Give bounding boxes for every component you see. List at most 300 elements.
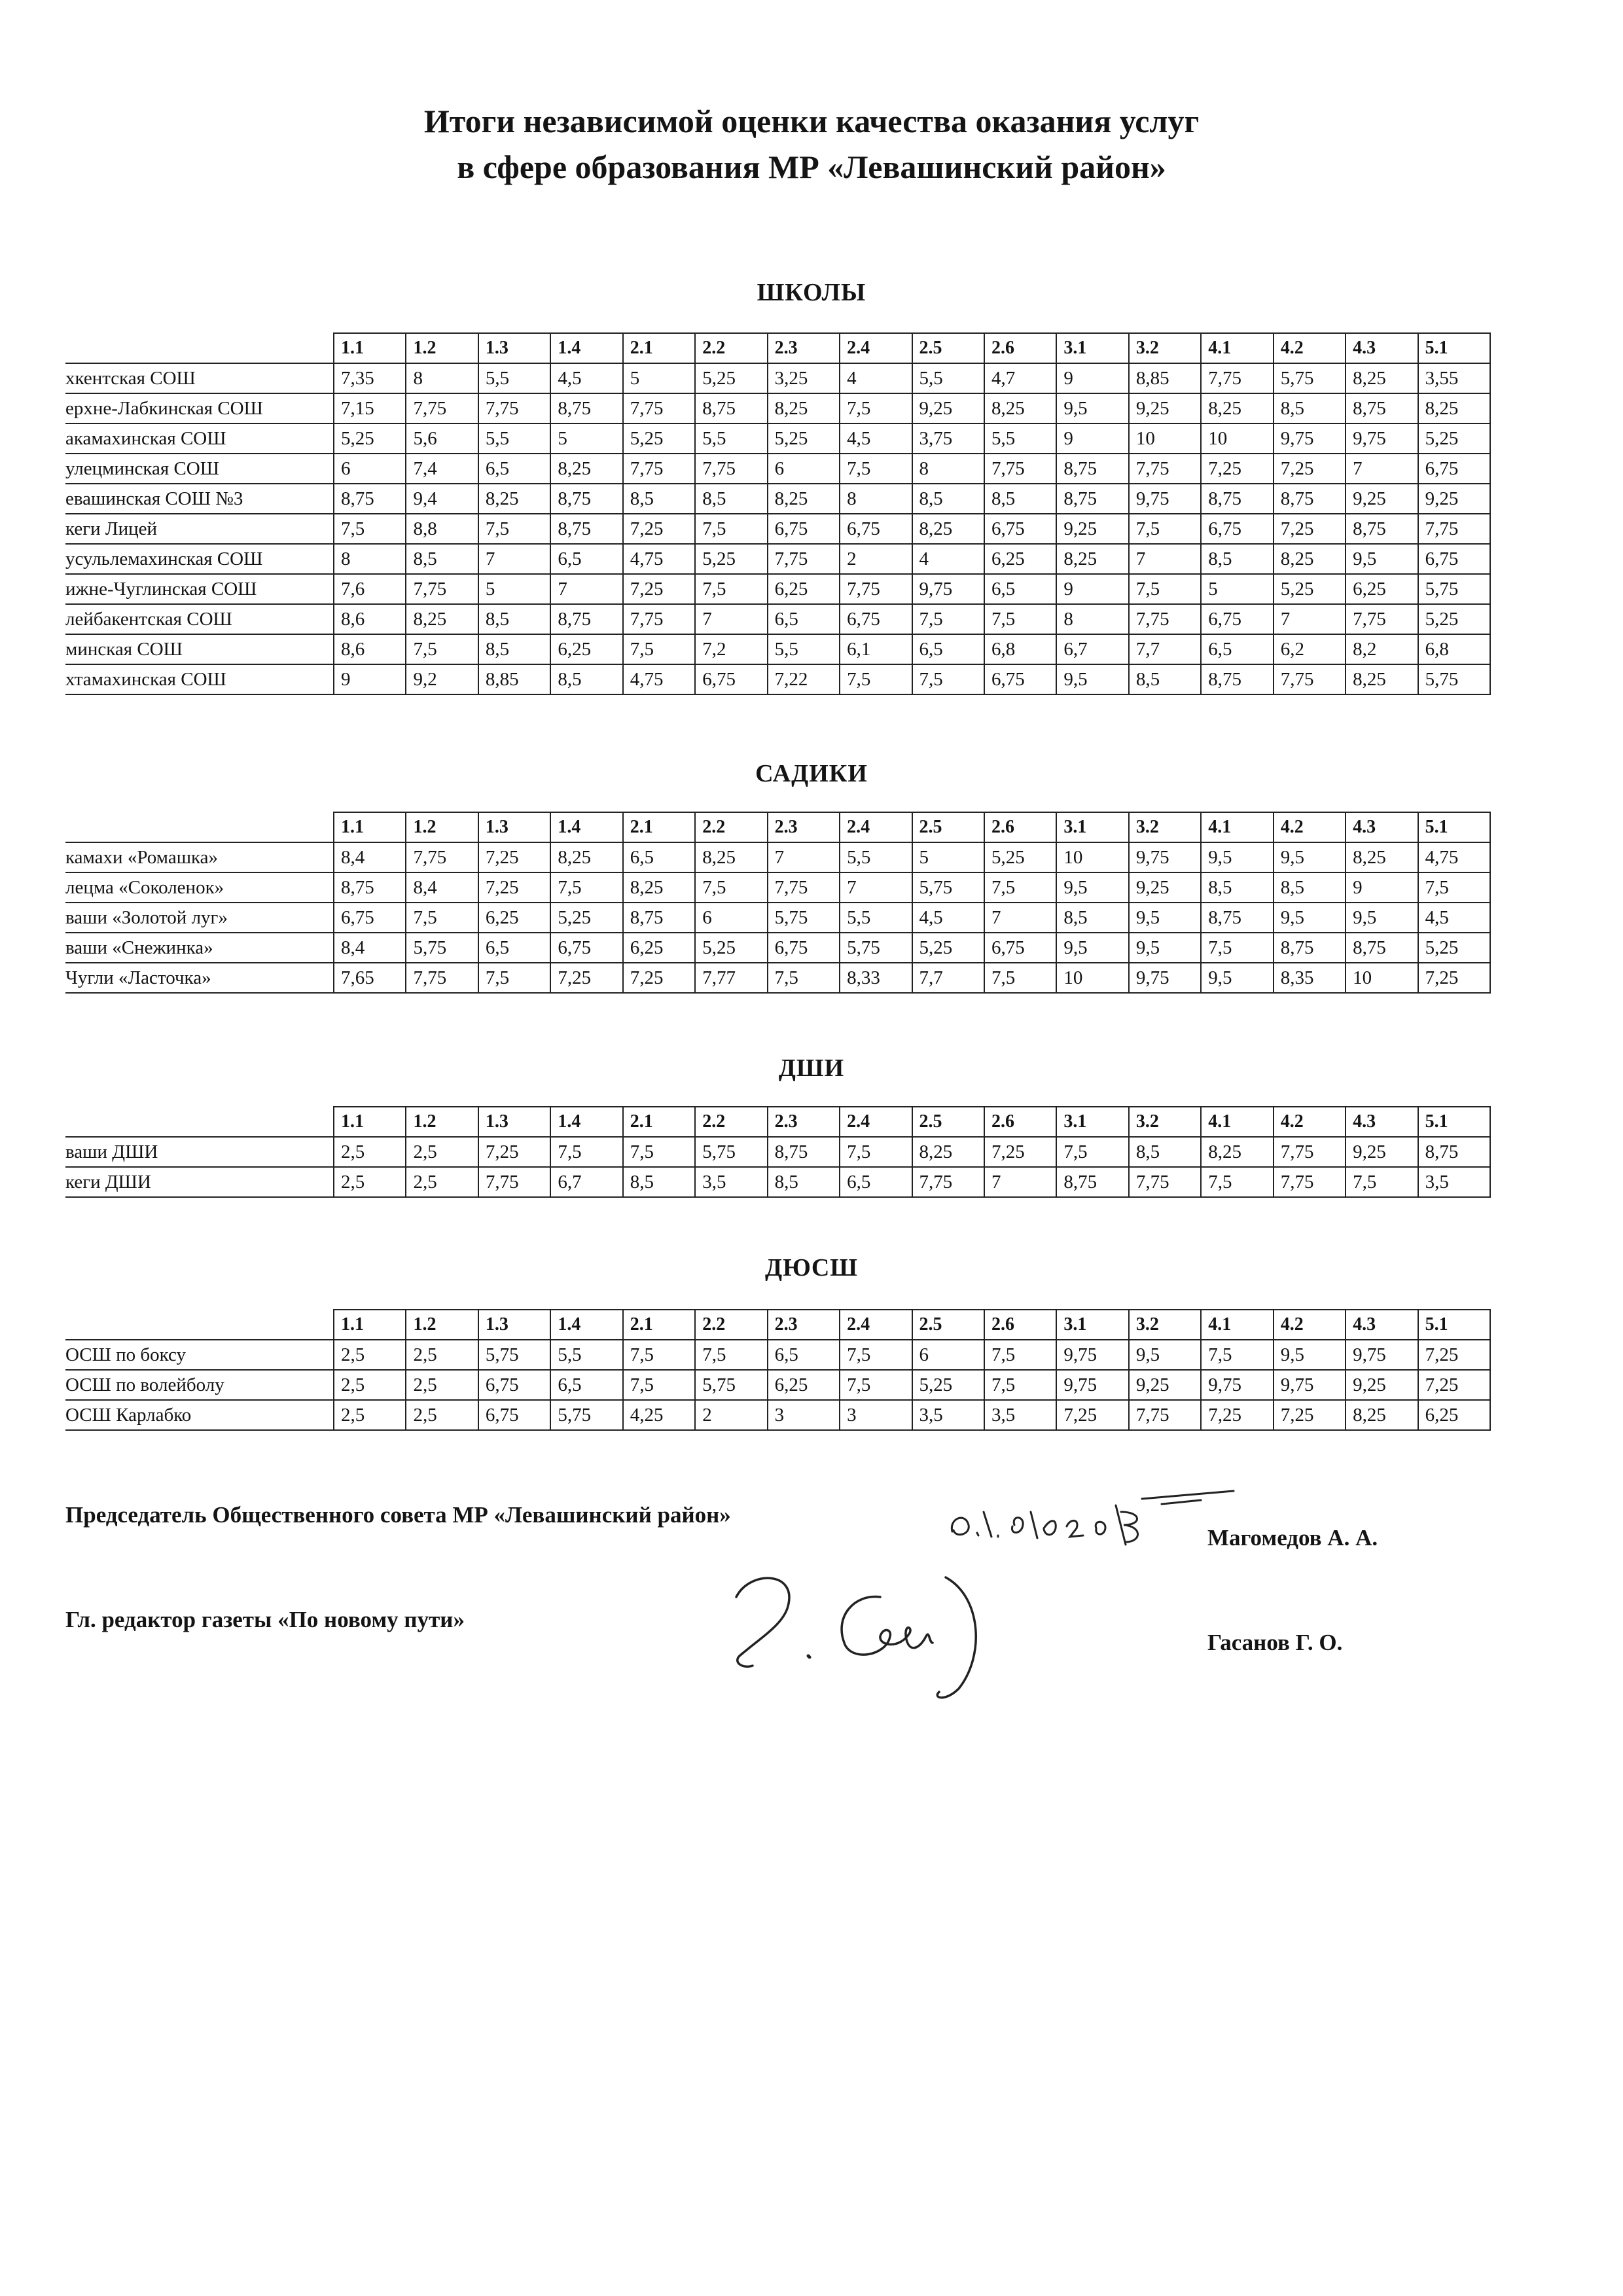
score-cell: 7,25	[478, 872, 550, 903]
score-cell: 6,8	[1418, 634, 1490, 664]
score-cell: 4,5	[840, 423, 912, 454]
score-cell: 2,5	[334, 1340, 406, 1370]
score-cell: 7,5	[695, 574, 767, 604]
table-corner-cell	[65, 1310, 334, 1340]
institution-name: хкентская СОШ	[65, 363, 334, 393]
score-cell: 7,75	[406, 842, 478, 872]
score-cell: 6	[695, 903, 767, 933]
score-cell: 5,25	[550, 903, 622, 933]
table-row	[65, 604, 1490, 634]
score-cell: 6,75	[550, 933, 622, 963]
score-cell: 7,5	[406, 634, 478, 664]
score-cell: 6,75	[984, 933, 1056, 963]
score-cell: 3,5	[695, 1167, 767, 1197]
column-header: 1.4	[550, 812, 622, 842]
column-header: 2.3	[768, 1107, 840, 1137]
score-cell: 7	[1274, 604, 1346, 634]
score-cell: 10	[1056, 963, 1128, 993]
score-cell: 7	[768, 842, 840, 872]
score-cell: 9,25	[1056, 514, 1128, 544]
score-cell: 8,5	[478, 634, 550, 664]
score-cell: 8	[1056, 604, 1128, 634]
institution-name: усульлемахинская СОШ	[65, 544, 334, 574]
column-header: 1.4	[550, 333, 622, 363]
score-cell: 9,75	[1056, 1370, 1128, 1400]
score-cell: 8,75	[768, 1137, 840, 1167]
table-row	[65, 842, 1490, 872]
column-header: 5.1	[1418, 1107, 1490, 1137]
kindergartens-table	[65, 812, 1491, 994]
score-cell: 6,25	[623, 933, 695, 963]
column-header: 1.2	[406, 333, 478, 363]
score-cell: 2,5	[406, 1370, 478, 1400]
score-cell: 7,5	[695, 1340, 767, 1370]
score-cell: 7,25	[1056, 1400, 1128, 1430]
score-cell: 2,5	[334, 1137, 406, 1167]
score-cell: 4,75	[623, 664, 695, 694]
score-cell: 6,1	[840, 634, 912, 664]
score-cell: 8,75	[1346, 514, 1418, 544]
institution-name: камахи «Ромашка»	[65, 842, 334, 872]
score-cell: 5,75	[1418, 664, 1490, 694]
score-cell: 7,5	[912, 664, 984, 694]
score-cell: 4	[912, 544, 984, 574]
score-cell: 6	[334, 454, 406, 484]
score-cell: 5,75	[406, 933, 478, 963]
score-cell: 7,25	[1274, 454, 1346, 484]
score-cell: 8,75	[1346, 933, 1418, 963]
score-cell: 7,5	[840, 1370, 912, 1400]
column-header: 1.1	[334, 333, 406, 363]
score-cell: 7	[478, 544, 550, 574]
score-cell: 7,5	[984, 1340, 1056, 1370]
score-cell: 8,75	[1346, 393, 1418, 423]
score-cell: 6,75	[478, 1370, 550, 1400]
score-cell: 7,75	[623, 393, 695, 423]
score-cell: 9,25	[1346, 1137, 1418, 1167]
score-cell: 8,25	[623, 872, 695, 903]
score-cell: 9,5	[1201, 842, 1273, 872]
score-cell: 3,5	[912, 1400, 984, 1430]
table-row	[65, 963, 1490, 993]
score-cell: 6,5	[1201, 634, 1273, 664]
score-cell: 8,25	[768, 393, 840, 423]
score-cell: 5,75	[695, 1370, 767, 1400]
column-header: 4.3	[1346, 812, 1418, 842]
score-cell: 7,25	[1418, 1370, 1490, 1400]
column-header: 4.3	[1346, 333, 1418, 363]
score-cell: 9,25	[1129, 393, 1201, 423]
score-cell: 8,25	[768, 484, 840, 514]
column-header: 3.2	[1129, 812, 1201, 842]
score-cell: 9,25	[1418, 484, 1490, 514]
column-header: 4.2	[1274, 812, 1346, 842]
score-cell: 6,75	[695, 664, 767, 694]
score-cell: 7,75	[623, 604, 695, 634]
score-cell: 8,4	[334, 933, 406, 963]
score-cell: 8	[334, 544, 406, 574]
score-cell: 7,5	[1418, 872, 1490, 903]
score-cell: 7,75	[768, 872, 840, 903]
column-header: 2.2	[695, 333, 767, 363]
column-header: 1.2	[406, 1107, 478, 1137]
score-cell: 8,75	[1274, 933, 1346, 963]
score-cell: 7,25	[1274, 514, 1346, 544]
score-cell: 6,2	[1274, 634, 1346, 664]
score-cell: 2	[840, 544, 912, 574]
score-cell: 3,5	[1418, 1167, 1490, 1197]
score-cell: 3,55	[1418, 363, 1490, 393]
score-cell: 2,5	[334, 1370, 406, 1400]
score-cell: 8,25	[406, 604, 478, 634]
score-cell: 5,5	[984, 423, 1056, 454]
table-header-row	[65, 333, 1490, 363]
table-row	[65, 933, 1490, 963]
score-cell: 9,5	[1201, 963, 1273, 993]
score-cell: 6,75	[1201, 514, 1273, 544]
table-corner-cell	[65, 333, 334, 363]
score-cell: 7	[840, 872, 912, 903]
column-header: 1.2	[406, 812, 478, 842]
score-cell: 5,75	[478, 1340, 550, 1370]
score-cell: 7,5	[623, 1137, 695, 1167]
score-cell: 7,75	[768, 544, 840, 574]
score-cell: 7,5	[550, 1137, 622, 1167]
column-header: 1.1	[334, 812, 406, 842]
score-cell: 5,25	[1418, 604, 1490, 634]
column-header: 2.6	[984, 812, 1056, 842]
score-cell: 7,75	[1418, 514, 1490, 544]
score-cell: 8,5	[912, 484, 984, 514]
table-row	[65, 484, 1490, 514]
table-row	[65, 1167, 1490, 1197]
score-cell: 9,75	[1201, 1370, 1273, 1400]
score-cell: 8,5	[1201, 872, 1273, 903]
score-cell: 7,75	[1274, 664, 1346, 694]
column-header: 2.6	[984, 1107, 1056, 1137]
score-cell: 8,6	[334, 604, 406, 634]
table-header-row	[65, 812, 1490, 842]
score-cell: 7,75	[1274, 1167, 1346, 1197]
column-header: 2.1	[623, 1310, 695, 1340]
institution-name: хтамахинская СОШ	[65, 664, 334, 694]
score-cell: 8,25	[912, 1137, 984, 1167]
score-cell: 8,6	[334, 634, 406, 664]
score-cell: 5,25	[695, 933, 767, 963]
score-cell: 8,75	[1056, 454, 1128, 484]
score-cell: 7,5	[1346, 1167, 1418, 1197]
chairman-role: Председатель Общественного совета МР «Левашинский район»	[65, 1502, 731, 1528]
document-title	[0, 98, 1623, 190]
score-cell: 8,5	[623, 484, 695, 514]
score-cell: 7,75	[1129, 604, 1201, 634]
score-cell: 8,5	[550, 664, 622, 694]
institution-name: евашинская СОШ №3	[65, 484, 334, 514]
score-cell: 7,7	[1129, 634, 1201, 664]
column-header: 2.5	[912, 1310, 984, 1340]
table-corner-cell	[65, 812, 334, 842]
table-header-row	[65, 1310, 1490, 1340]
score-cell: 7,75	[984, 454, 1056, 484]
score-cell: 9,5	[1346, 544, 1418, 574]
score-cell: 9	[1056, 574, 1128, 604]
score-cell: 8,4	[334, 842, 406, 872]
score-cell: 6,5	[623, 842, 695, 872]
score-cell: 8,25	[1346, 664, 1418, 694]
score-cell: 9,25	[1129, 872, 1201, 903]
score-cell: 4,25	[623, 1400, 695, 1430]
score-cell: 7,25	[1274, 1400, 1346, 1430]
score-cell: 3,75	[912, 423, 984, 454]
institution-name: минская СОШ	[65, 634, 334, 664]
score-cell: 9,5	[1056, 664, 1128, 694]
score-cell: 6,5	[840, 1167, 912, 1197]
score-cell: 7,5	[912, 604, 984, 634]
table-row	[65, 1370, 1490, 1400]
score-cell: 9	[1056, 423, 1128, 454]
score-cell: 7	[695, 604, 767, 634]
score-cell: 9,25	[1346, 484, 1418, 514]
score-cell: 7,25	[1201, 1400, 1273, 1430]
score-cell: 3	[840, 1400, 912, 1430]
score-cell: 8,85	[478, 664, 550, 694]
score-cell: 5,25	[623, 423, 695, 454]
score-cell: 7,5	[478, 963, 550, 993]
score-cell: 8,5	[1129, 1137, 1201, 1167]
score-cell: 9	[334, 664, 406, 694]
score-cell: 8,5	[695, 484, 767, 514]
column-header: 2.5	[912, 812, 984, 842]
score-cell: 6,75	[1418, 544, 1490, 574]
score-cell: 7,35	[334, 363, 406, 393]
score-cell: 6,5	[768, 1340, 840, 1370]
table-row	[65, 664, 1490, 694]
column-header: 1.4	[550, 1107, 622, 1137]
score-cell: 8,25	[912, 514, 984, 544]
score-cell: 5,5	[912, 363, 984, 393]
score-cell: 7,75	[1129, 454, 1201, 484]
score-cell: 8	[840, 484, 912, 514]
column-header: 4.2	[1274, 1107, 1346, 1137]
score-cell: 8,75	[1056, 1167, 1128, 1197]
column-header: 1.1	[334, 1310, 406, 1340]
table-row	[65, 1400, 1490, 1430]
score-cell: 7,5	[840, 1137, 912, 1167]
score-cell: 5,25	[912, 933, 984, 963]
column-header: 1.3	[478, 1107, 550, 1137]
column-header: 2.4	[840, 1107, 912, 1137]
score-cell: 6,25	[768, 574, 840, 604]
institution-name: ОСШ Карлабко	[65, 1400, 334, 1430]
institution-name: ваши «Снежинка»	[65, 933, 334, 963]
score-cell: 8,5	[1056, 903, 1128, 933]
score-cell: 6,25	[768, 1370, 840, 1400]
score-cell: 7,75	[1274, 1137, 1346, 1167]
column-header: 4.1	[1201, 1107, 1273, 1137]
score-cell: 5,75	[695, 1137, 767, 1167]
score-cell: 8,33	[840, 963, 912, 993]
score-cell: 9,5	[1129, 1340, 1201, 1370]
score-cell: 7,6	[334, 574, 406, 604]
score-cell: 5,25	[334, 423, 406, 454]
score-cell: 8,8	[406, 514, 478, 544]
column-header: 3.2	[1129, 333, 1201, 363]
score-cell: 5,25	[912, 1370, 984, 1400]
score-cell: 8,75	[1418, 1137, 1490, 1167]
column-header: 2.5	[912, 1107, 984, 1137]
score-cell: 4,7	[984, 363, 1056, 393]
section-heading-kindergartens: САДИКИ	[755, 760, 868, 787]
column-header: 5.1	[1418, 333, 1490, 363]
institution-name: лейбакентская СОШ	[65, 604, 334, 634]
score-cell: 4,75	[623, 544, 695, 574]
score-cell: 8,25	[1274, 544, 1346, 574]
column-header: 2.1	[623, 1107, 695, 1137]
table-row	[65, 634, 1490, 664]
column-header: 1.3	[478, 1310, 550, 1340]
score-cell: 8,75	[550, 484, 622, 514]
score-cell: 6,75	[984, 664, 1056, 694]
table-row	[65, 1137, 1490, 1167]
score-cell: 3,25	[768, 363, 840, 393]
score-cell: 5,75	[1274, 363, 1346, 393]
score-cell: 8,75	[1201, 484, 1273, 514]
score-cell: 9,5	[1346, 903, 1418, 933]
score-cell: 4,5	[1418, 903, 1490, 933]
score-cell: 2,5	[406, 1167, 478, 1197]
score-cell: 7,5	[623, 634, 695, 664]
score-cell: 9,75	[1056, 1340, 1128, 1370]
score-cell: 9,5	[1274, 1340, 1346, 1370]
score-cell: 5,25	[1418, 423, 1490, 454]
column-header: 4.1	[1201, 333, 1273, 363]
column-header: 1.3	[478, 812, 550, 842]
score-cell: 8,5	[984, 484, 1056, 514]
score-cell: 8,75	[334, 872, 406, 903]
score-cell: 8,75	[695, 393, 767, 423]
column-header: 2.3	[768, 1310, 840, 1340]
column-header: 1.1	[334, 1107, 406, 1137]
table-row	[65, 454, 1490, 484]
score-cell: 5,75	[840, 933, 912, 963]
column-header: 4.3	[1346, 1107, 1418, 1137]
score-cell: 9	[1346, 872, 1418, 903]
score-cell: 2,5	[406, 1137, 478, 1167]
score-cell: 7,65	[334, 963, 406, 993]
score-cell: 2,5	[406, 1400, 478, 1430]
table-row	[65, 514, 1490, 544]
score-cell: 7,4	[406, 454, 478, 484]
score-cell: 6,5	[478, 454, 550, 484]
table-row	[65, 393, 1490, 423]
score-cell: 8,25	[695, 842, 767, 872]
score-cell: 6,75	[840, 604, 912, 634]
sport-schools-table	[65, 1309, 1491, 1431]
score-cell: 7,5	[840, 454, 912, 484]
score-cell: 6,5	[478, 933, 550, 963]
column-header: 2.2	[695, 812, 767, 842]
score-cell: 7,5	[840, 1340, 912, 1370]
score-cell: 7,75	[695, 454, 767, 484]
column-header: 2.1	[623, 812, 695, 842]
score-cell: 8,75	[1201, 903, 1273, 933]
score-cell: 7,5	[695, 514, 767, 544]
institution-name: кеги ДШИ	[65, 1167, 334, 1197]
score-cell: 7,5	[840, 393, 912, 423]
score-cell: 9,5	[1056, 933, 1128, 963]
score-cell: 7,5	[1056, 1137, 1128, 1167]
score-cell: 7,2	[695, 634, 767, 664]
score-cell: 5,5	[478, 423, 550, 454]
score-cell: 8,25	[1418, 393, 1490, 423]
score-cell: 8,35	[1274, 963, 1346, 993]
table-row	[65, 544, 1490, 574]
score-cell: 9,25	[1346, 1370, 1418, 1400]
chairman-name: Магомедов А. А.	[1207, 1525, 1378, 1551]
score-cell: 9	[1056, 363, 1128, 393]
column-header: 2.4	[840, 812, 912, 842]
score-cell: 8,25	[984, 393, 1056, 423]
score-cell: 8,5	[1274, 872, 1346, 903]
score-cell: 7,25	[478, 1137, 550, 1167]
score-cell: 7,15	[334, 393, 406, 423]
score-cell: 5	[1201, 574, 1273, 604]
score-cell: 8,25	[550, 454, 622, 484]
score-cell: 9,2	[406, 664, 478, 694]
score-cell: 7,5	[1201, 933, 1273, 963]
institution-name: лецма «Соколенок»	[65, 872, 334, 903]
score-cell: 5,5	[768, 634, 840, 664]
score-cell: 8,75	[550, 393, 622, 423]
score-cell: 6,75	[1418, 454, 1490, 484]
institution-name: улецминская СОШ	[65, 454, 334, 484]
score-cell: 3	[768, 1400, 840, 1430]
score-cell: 6,5	[768, 604, 840, 634]
score-cell: 7,5	[840, 664, 912, 694]
score-cell: 7,75	[912, 1167, 984, 1197]
score-cell: 4	[840, 363, 912, 393]
column-header: 2.5	[912, 333, 984, 363]
score-cell: 8,75	[623, 903, 695, 933]
score-cell: 7,7	[912, 963, 984, 993]
score-cell: 8,2	[1346, 634, 1418, 664]
score-cell: 5,75	[912, 872, 984, 903]
score-cell: 9,4	[406, 484, 478, 514]
score-cell: 8,75	[550, 514, 622, 544]
score-cell: 7,5	[1201, 1340, 1273, 1370]
score-cell: 8,75	[1201, 664, 1273, 694]
score-cell: 7,75	[406, 963, 478, 993]
score-cell: 7,5	[695, 872, 767, 903]
score-cell: 7,75	[406, 574, 478, 604]
score-cell: 10	[1346, 963, 1418, 993]
score-cell: 3,5	[984, 1400, 1056, 1430]
score-cell: 7,25	[623, 963, 695, 993]
score-cell: 8,25	[1346, 842, 1418, 872]
column-header: 3.2	[1129, 1310, 1201, 1340]
column-header: 1.2	[406, 1310, 478, 1340]
table-row	[65, 363, 1490, 393]
score-cell: 9,75	[1129, 484, 1201, 514]
score-cell: 9,5	[1274, 842, 1346, 872]
column-header: 2.2	[695, 1310, 767, 1340]
score-cell: 8,75	[550, 604, 622, 634]
score-cell: 5,25	[695, 363, 767, 393]
column-header: 5.1	[1418, 1310, 1490, 1340]
title-line-1: Итоги независимой оценки качества оказания услуг	[423, 103, 1200, 139]
score-cell: 8,25	[1201, 393, 1273, 423]
score-cell: 7	[1346, 454, 1418, 484]
